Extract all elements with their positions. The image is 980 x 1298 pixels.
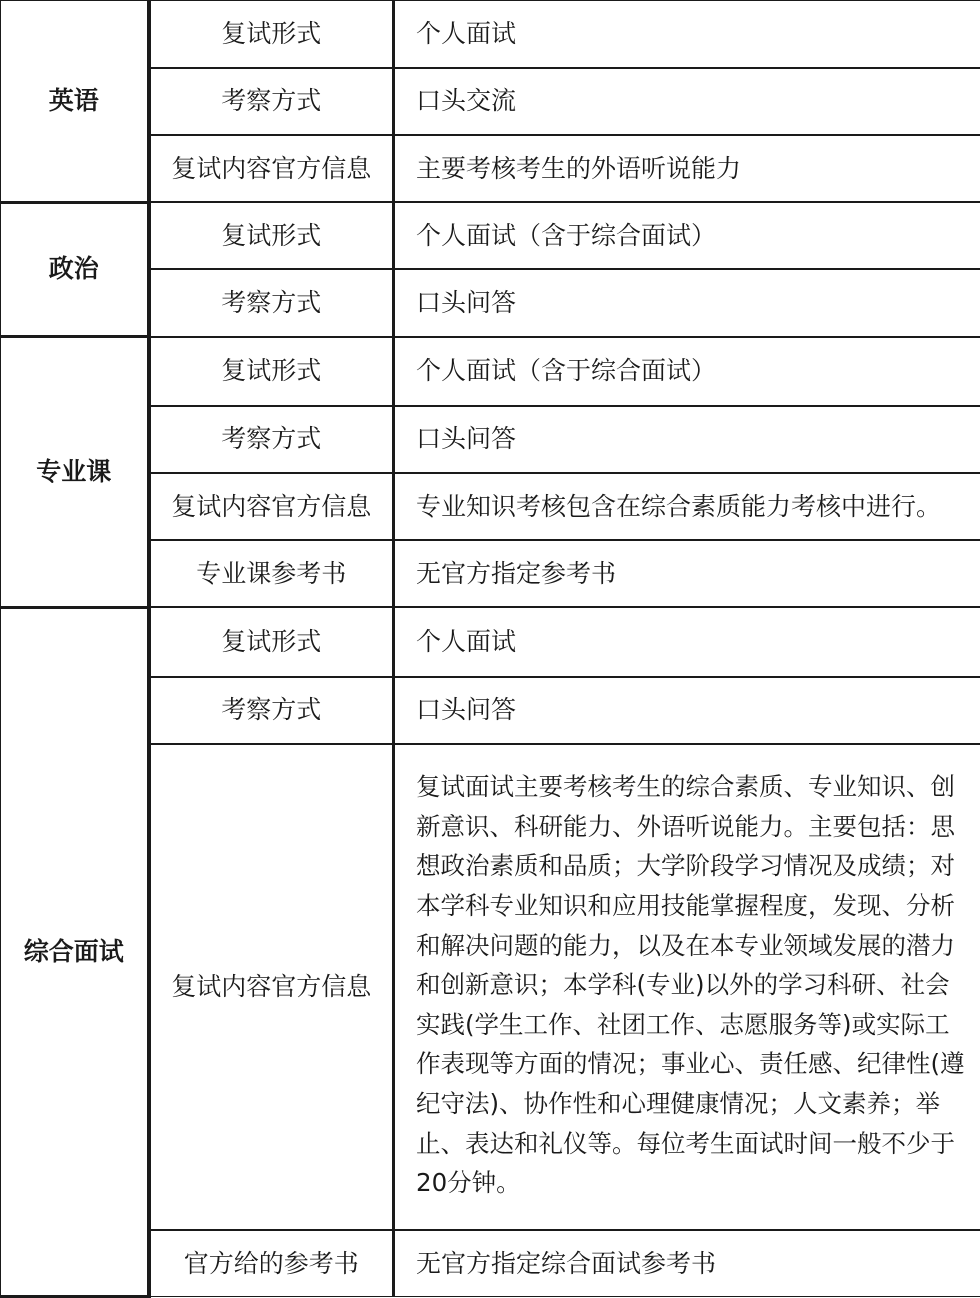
subject-cell: 英语	[1, 1, 149, 203]
table-row	[1, 1, 980, 68]
field-label: 复试形式	[149, 607, 394, 676]
table-row	[1, 337, 980, 406]
table-row	[1, 607, 980, 676]
field-value: 个人面试（含于综合面试）	[394, 202, 980, 269]
field-label: 官方给的参考书	[149, 1230, 394, 1296]
subject-cell: 综合面试	[1, 607, 149, 1296]
subject-cell: 专业课	[1, 337, 149, 608]
subject-cell: 政治	[1, 202, 149, 336]
field-value: 无官方指定参考书	[394, 540, 980, 607]
field-value: 口头问答	[394, 406, 980, 473]
field-label: 复试内容官方信息	[149, 135, 394, 202]
field-value: 口头问答	[394, 269, 980, 336]
field-value: 主要考核考生的外语听说能力	[394, 135, 980, 202]
field-value: 无官方指定综合面试参考书	[394, 1230, 980, 1296]
field-label: 复试形式	[149, 1, 394, 68]
field-value: 专业知识考核包含在综合素质能力考核中进行。	[394, 473, 980, 540]
field-label: 复试内容官方信息	[149, 744, 394, 1231]
table-row	[1, 202, 980, 269]
field-label: 复试内容官方信息	[149, 473, 394, 540]
field-label: 考察方式	[149, 406, 394, 473]
field-label: 复试形式	[149, 337, 394, 406]
field-label: 考察方式	[149, 68, 394, 135]
field-label: 考察方式	[149, 269, 394, 336]
field-value: 口头交流	[394, 68, 980, 135]
field-value: 口头问答	[394, 677, 980, 744]
field-label: 复试形式	[149, 202, 394, 269]
field-label: 考察方式	[149, 677, 394, 744]
field-value: 复试面试主要考核考生的综合素质、专业知识、创新意识、科研能力、外语听说能力。主要包括：思想政治素质和品质；大学阶段学习情况及成绩；对本学科专业知识和应用技能掌握程度，发现、分析和解决问题的能力，以及在本专业领域发展的潜力和创新意识；本学科(专业)以外的学习科研、社会实践(学生工作、社团工作、志愿服务等)或实际工作表现等方面的情况；事业心、责任感、纪律性(遵纪守法)、协作性和心理健康情况；人文素养；举止、表达和礼仪等。每位考生面试时间一般不少于20分钟。	[394, 744, 980, 1231]
field-value: 个人面试	[394, 1, 980, 68]
field-value: 个人面试（含于综合面试）	[394, 337, 980, 406]
field-label: 专业课参考书	[149, 540, 394, 607]
field-value: 个人面试	[394, 607, 980, 676]
